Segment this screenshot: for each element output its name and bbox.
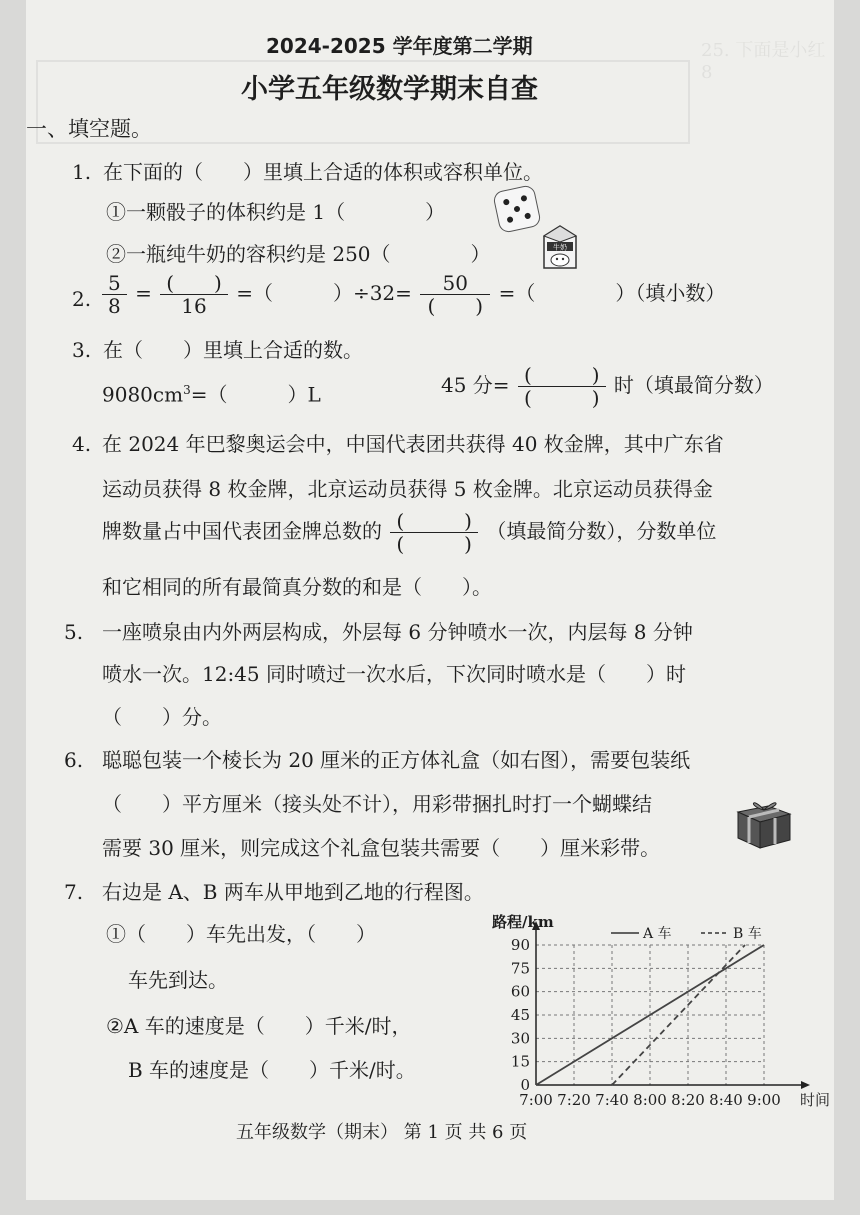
q1-number: 1. — [72, 160, 92, 184]
q2-frac3-den: ( ) — [427, 294, 484, 318]
travel-chart — [456, 905, 834, 1120]
x-tick-label: 7:20 — [557, 1091, 591, 1109]
y-axis-label: 路程/km — [492, 913, 554, 931]
q2-frac3-num: 50 — [420, 272, 490, 295]
q2-frac1-den: 8 — [108, 294, 121, 318]
exam-page — [26, 0, 834, 1200]
x-axis-arrow — [801, 1081, 810, 1089]
q2-tail: =（ ）（填小数） — [498, 281, 726, 305]
q6-line1: 聪聪包装一个棱长为 20 厘米的正方体礼盒（如右图），需要包装纸 — [102, 748, 691, 772]
y-tick-label: 45 — [510, 1006, 530, 1024]
q4-line4: 和它相同的所有最简真分数的和是（ ）。 — [102, 575, 492, 599]
q1-item-a: ①一颗骰子的体积约是 1（ ） — [106, 200, 446, 224]
q4-number: 4. — [72, 432, 92, 456]
legend-label: B 车 — [733, 926, 762, 942]
exam-title: 小学五年级数学期末自查 — [241, 74, 538, 105]
q3-right: 45 分= $\frac{( )}{( )}$ 时（填最简分数） — [441, 363, 774, 410]
q6-line3: 需要 30 厘米，则完成这个礼盒包装共需要（ ）厘米彩带。 — [102, 836, 661, 860]
q4-line1: 在 2024 年巴黎奥运会中，中国代表团共获得 40 枚金牌，其中广东省 — [102, 432, 724, 456]
q3-left: $9080cm^3=$（ ）L — [102, 382, 321, 407]
q2-number: 2. — [72, 287, 92, 311]
q4-frac-num: ( ) — [390, 510, 478, 533]
x-tick-label: 9:00 — [747, 1091, 781, 1109]
y-tick-label: 90 — [510, 936, 530, 954]
q7-number: 7. — [64, 880, 84, 904]
q5-number: 5. — [64, 620, 84, 644]
x-axis-label: 时间 — [800, 1091, 831, 1109]
q2-middle: =（ ）÷32= — [236, 281, 412, 305]
q2-eq: = — [135, 281, 152, 305]
y-tick-label: 75 — [510, 959, 530, 978]
q4-frac-den: ( ) — [396, 532, 472, 556]
q3-frac-den: ( ) — [523, 386, 600, 410]
q4-line3: 牌数量占中国代表团金牌总数的 $\frac{( )}{( )}$ （填最简分数），分数单位 — [102, 509, 717, 556]
q7-stem: 右边是 A、B 两车从甲地到乙地的行程图。 — [102, 880, 484, 904]
x-tick-label: 7:40 — [595, 1091, 629, 1109]
bleed-through: 25. 下面是小红 8 — [701, 40, 826, 83]
y-tick-label: 60 — [510, 982, 530, 1001]
q5-line1: 一座喷泉由内外两层构成，外层每 6 分钟喷水一次，内层每 8 分钟 — [102, 620, 693, 644]
gift-box-icon — [734, 792, 794, 850]
q7-b-line2: B 车的速度是（ ）千米/时。 — [128, 1058, 416, 1082]
q1-item-b: ②一瓶纯牛奶的容积约是 250（ ） — [106, 242, 491, 266]
section-heading: 一、填空题。 — [26, 117, 152, 141]
q5-line3: （ ）分。 — [102, 705, 222, 729]
q2-frac1-num: 5 — [102, 272, 127, 295]
q5-line2: 喷水一次。12:45 同时喷过一次水后，下次同时喷水是（ ）时 — [102, 662, 686, 686]
q6-line2: （ ）平方厘米（接头处不计），用彩带捆扎时打一个蝴蝶结 — [102, 792, 652, 816]
x-tick-label: 8:40 — [709, 1091, 743, 1109]
y-tick-label: 30 — [510, 1029, 530, 1048]
q6-number: 6. — [64, 748, 84, 772]
q2-frac2-num: ( ) — [160, 272, 228, 295]
y-tick-label: 0 — [520, 1076, 530, 1094]
q1-stem: 在下面的（ ）里填上合适的体积或容积单位。 — [103, 160, 543, 184]
dice-icon — [492, 184, 542, 234]
q7-a-line2: 车先到达。 — [128, 968, 228, 992]
q2-expression — [100, 272, 725, 317]
exam-year-term: 2024-2025 学年度第二学期 — [266, 34, 533, 58]
q2-frac2-den: 16 — [181, 294, 207, 318]
x-tick-label: 7:00 — [519, 1091, 553, 1109]
series-line-b — [612, 945, 745, 1085]
x-tick-label: 8:20 — [671, 1091, 705, 1109]
q3-number: 3. — [72, 338, 92, 362]
q7-b-line1: ②A 车的速度是（ ）千米/时， — [106, 1014, 412, 1038]
milk-label: 牛奶 — [553, 243, 567, 252]
milk-carton-icon — [538, 222, 582, 270]
q4-line2: 运动员获得 8 枚金牌，北京运动员获得 5 枚金牌。北京运动员获得金 — [102, 477, 713, 501]
legend-label: A 车 — [643, 926, 672, 942]
page-footer: 五年级数学（期末） 第 1 页 共 6 页 — [236, 1122, 528, 1143]
q3-frac-num: ( ) — [518, 364, 606, 387]
y-tick-label: 15 — [510, 1052, 530, 1071]
x-tick-label: 8:00 — [633, 1091, 667, 1109]
q3-stem: 在（ ）里填上合适的数。 — [103, 338, 363, 362]
q7-a-line1: ①（ ）车先出发，（ ） — [106, 922, 376, 946]
